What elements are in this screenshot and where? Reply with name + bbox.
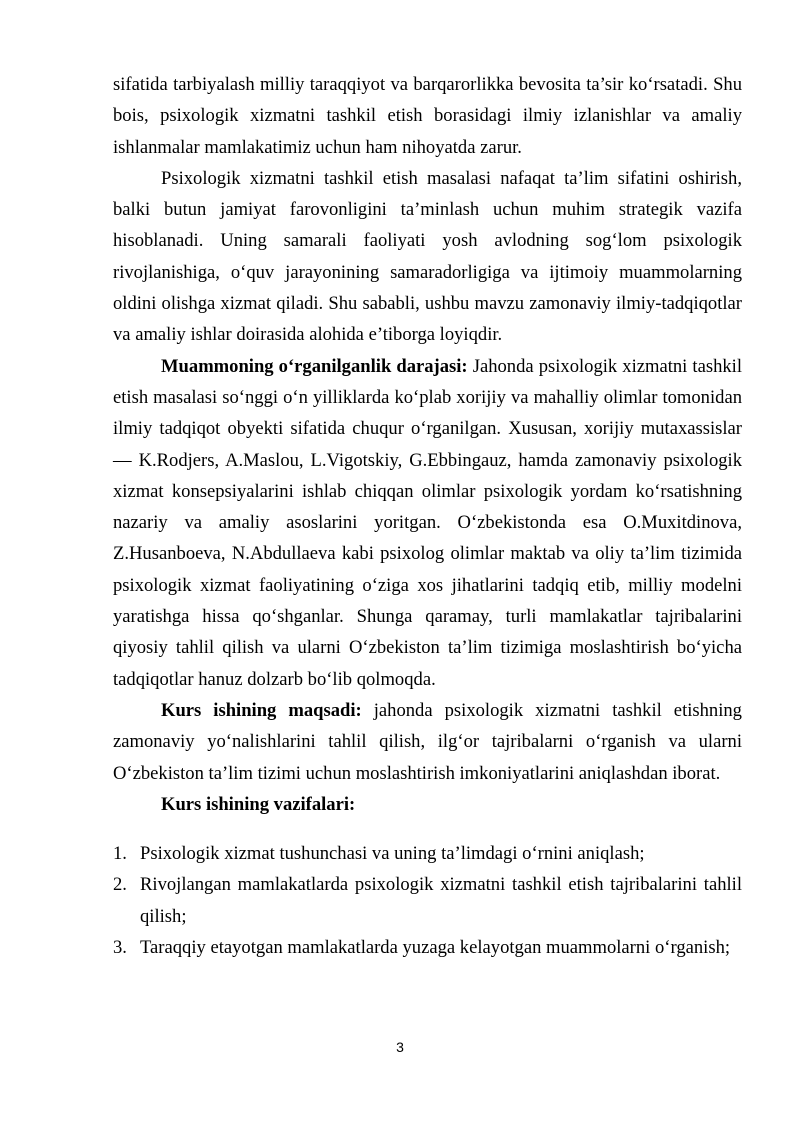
course-tasks-heading: Kurs ishining vazifalari: [161,793,356,815]
list-item-number: 2. [113,874,127,896]
course-goal-heading: Kurs ishining maqsadi: [161,699,362,721]
list-item-number: 1. [113,843,127,865]
page-number: 3 [396,1039,404,1055]
list-item [113,838,742,869]
paragraph-course-goal [113,695,742,789]
paragraph-intro-continuation: sifatida tarbiyalash milliy taraqqiyot va barqarorlikka bevosita ta’sir ko‘rsatadi. Shu bois, psixologik xizmatni tashkil etish borasidagi ilmiy izlanishlar va amaliy ishlanmalar mamlakatimiz uchun ham nihoyatda zarur. [113,74,742,158]
research-degree-text: Jahonda psixologik xizmatni tashkil etish masalasi so‘nggi o‘n yilliklarda ko‘plab xorijiy va mahalliy olimlar tomonidan ilmiy tadqiqot obyekti sifatida chuqur o‘rganilgan. Xususan, xorijiy mutaxassislar — K.Rodjers, A.Maslou, L.Vigotskiy, G.Ebbingauz, hamda zamonaviy psixologik xizmat konsepsiyalarini ishlab chiqqan olimlar psixologik yordam ko‘rsatishning nazariy va amaliy asoslarini yoritgan. O‘zbekistonda esa O.Muxitdinova, Z.Husanboeva, N.Abdullaeva kabi psixolog olimlar maktab va oliy ta’lim tizimida psixologik xizmat faoliyatining o‘ziga xos jihatlarini tadqiq etib, milliy modelni yaratishga hissa qo‘shganlar. Shunga qaramay, turli mamlakatlar tajribalarini qiyosiy tahlil qilish va ularni O‘zbekiston ta’lim tizimiga moslashtirish bo‘yicha tadqiqotlar hanuz dolzarb bo‘lib qolmoqda. [113,355,742,690]
paragraph-research-degree [113,351,742,695]
course-tasks-list [113,838,742,963]
document-body [113,69,742,963]
list-item-text: Taraqqiy etayotgan mamlakatlarda yuzaga kelayotgan muammolarni o‘rganish; [140,937,731,959]
list-item [113,932,742,963]
list-item-text: Rivojlangan mamlakatlarda psixologik xizmatni tashkil etish tajribalarini tahlil qilish; [140,874,742,927]
list-item [113,869,742,932]
list-item-number: 3. [113,937,127,959]
paragraph-importance: Psixologik xizmatni tashkil etish masalasi nafaqat ta’lim sifatini oshirish, balki butun jamiyat farovonligini ta’minlash uchun muhim strategik vazifa hisoblanadi. Uning samarali faoliyati yosh avlodning sog‘lom psixologik rivojlanishiga, o‘quv jarayonining samaradorligiga va ijtimoiy muammolarning oldini olishga xizmat qiladi. Shu sababli, ushbu mavzu zamonaviy ilmiy-tadqiqotlar va amaliy ishlar doirasida alohida e’tiborga loyiqdir. [113,167,742,346]
course-goal-text: jahonda psixologik xizmatni tashkil etishning zamonaviy yo‘nalishlarini tahlil qilish, ilg‘or tajribalarni o‘rganish va ularni O‘zbekiston ta’lim tizimi uchun moslashtirish imkoniyatlarini aniqlashdan iborat. [113,699,742,784]
research-degree-heading: Muammoning o‘rganilganlik darajasi: [161,355,468,377]
list-item-text: Psixologik xizmat tushunchasi va uning ta’limdagi o‘rnini aniqlash; [140,843,645,865]
